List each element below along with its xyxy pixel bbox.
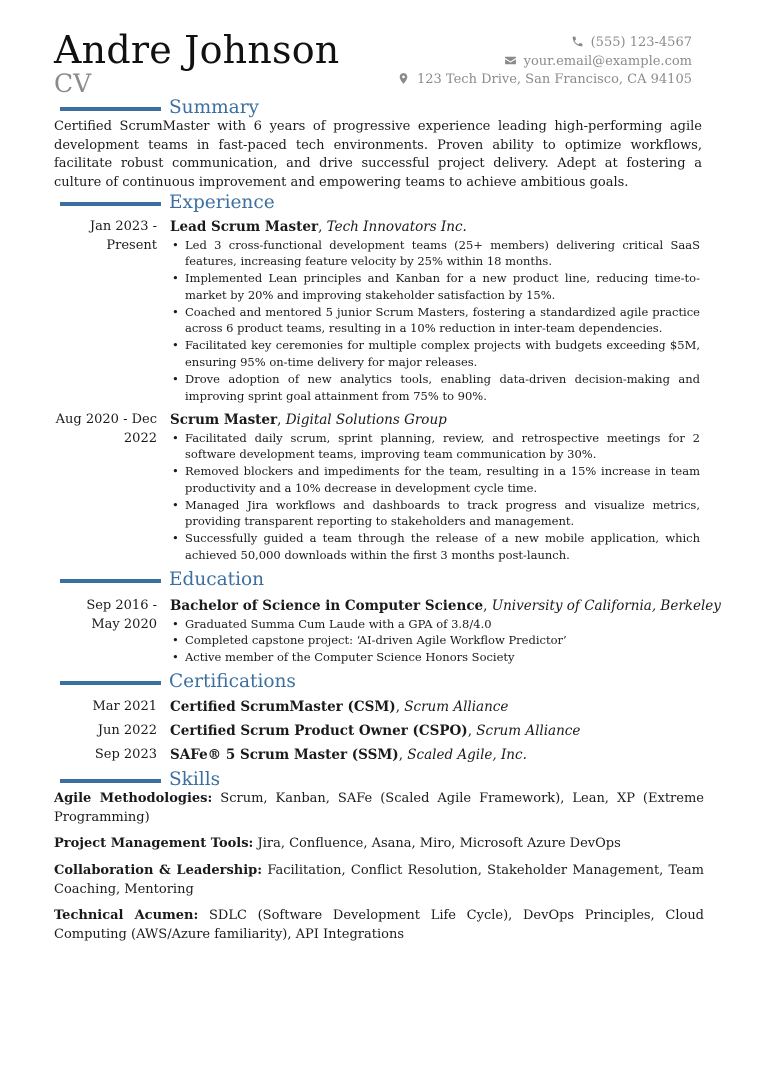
entry-dates: Sep 2016 - May 2020 xyxy=(86,598,157,632)
list-item: • Managed Jira workflows and dashboards to track progress and visualize metrics, providing transparent reporting to stakeholders and management. xyxy=(170,497,700,531)
skill-values: SDLC (Software Development Life Cycle), DevOps Principles, Cloud Computing (AWS/Azure familiarity), API Integrations xyxy=(54,908,705,942)
certification-item xyxy=(54,697,714,717)
skill-label: Technical Acumen: xyxy=(54,908,199,923)
entry-heading: Bachelor of Science in Computer Science, University of California, Berkeley xyxy=(170,598,721,614)
list-item: • Removed blockers and impediments for the team, resulting in a 15% increase in team productivity and a 10% decrease in development cycle time. xyxy=(170,463,700,497)
contact-email[interactable] xyxy=(397,53,692,72)
entry-heading: Scrum Master, Digital Solutions Group xyxy=(170,412,447,428)
education-details-list xyxy=(170,616,700,666)
entry-dates: Aug 2020 - Dec 2022 xyxy=(55,412,157,446)
contact-address xyxy=(397,71,692,90)
institution: University of California, Berkeley xyxy=(491,598,721,614)
list-item: • Facilitated key ceremonies for multiple complex projects with budgets exceeding $5M, ensuring 95% on-time delivery for major releases. xyxy=(170,337,700,371)
section-title: Skills xyxy=(169,769,221,790)
contact-phone[interactable] xyxy=(397,34,692,53)
job-title: Scrum Master xyxy=(170,412,278,428)
address-text: 123 Tech Drive, San Francisco, CA 94105 xyxy=(416,72,692,87)
section-rule xyxy=(60,579,161,583)
skill-values: Scrum, Kanban, SAFe (Scaled Agile Framework), Lean, XP (Extreme Programming) xyxy=(54,791,704,825)
cert-title: SAFe® 5 Scrum Master (SSM) xyxy=(170,747,399,763)
candidate-name: Andre Johnson xyxy=(54,28,340,72)
cert-text: Certified ScrumMaster (CSM), Scrum Alliance xyxy=(170,699,509,715)
cert-issuer: Scrum Alliance xyxy=(476,723,581,739)
section-rule xyxy=(60,202,161,206)
skill-label: Collaboration & Leadership: xyxy=(54,863,263,878)
cert-date: Sep 2023 xyxy=(94,747,157,762)
entry-heading: Lead Scrum Master, Tech Innovators Inc. xyxy=(170,219,467,235)
cert-title: Certified Scrum Product Owner (CSPO) xyxy=(170,723,468,739)
phone-icon xyxy=(571,35,584,48)
achievement-list xyxy=(170,237,700,405)
entry-body xyxy=(170,218,700,404)
employer: Digital Solutions Group xyxy=(285,412,447,428)
employer: Tech Innovators Inc. xyxy=(326,219,467,235)
entry-body xyxy=(170,597,721,666)
degree-title: Bachelor of Science in Computer Science xyxy=(170,598,484,614)
cert-text: SAFe® 5 Scrum Master (SSM), Scaled Agile, Inc. xyxy=(170,747,527,763)
cert-date: Jun 2022 xyxy=(97,723,157,738)
list-item: • Implemented Lean principles and Kanban for a new product line, reducing time-to-market by 20% and improving stakeholder satisfaction by 15%. xyxy=(170,270,700,304)
section-title: Certifications xyxy=(169,671,296,692)
skill-label: Agile Methodologies: xyxy=(54,791,213,806)
entry-body xyxy=(170,411,700,564)
achievement-list xyxy=(170,430,700,564)
cert-date: Mar 2021 xyxy=(92,699,157,714)
section-title: Education xyxy=(169,569,265,590)
list-item: • Drove adoption of new analytics tools, enabling data-driven decision-making and improving sprint goal attainment from 75% to 90%. xyxy=(170,371,700,405)
list-item: • Successfully guided a team through the release of a new mobile application, which achieved 50,000 downloads within the first 3 months post-launch. xyxy=(170,530,700,564)
section-title: Experience xyxy=(169,192,275,213)
summary-text: Certified ScrumMaster with 6 years of progressive experience leading high-performing agile development teams in fast-paced tech environments. Proven ability to optimize workflows, facilitate robust communication, and drive successful project delivery. Adept at fostering a culture of continuous improvement and empowering teams to achieve ambitious goals. xyxy=(54,119,702,190)
section-title: Summary xyxy=(169,97,259,118)
list-item: • Facilitated daily scrum, sprint planning, review, and retrospective meetings for 2 software development teams, improving team communication by 30%. xyxy=(170,430,700,464)
skill-group xyxy=(54,790,704,827)
contact-block xyxy=(397,34,692,90)
list-item: • Coached and mentored 5 junior Scrum Masters, fostering a standardized agile practice across 6 product teams, resulting in a 10% reduction in inter-team dependencies. xyxy=(170,304,700,338)
skill-group xyxy=(54,835,704,854)
list-item: • Led 3 cross-functional development teams (25+ members) delivering critical SaaS features, increasing feature velocity by 25% within 18 months. xyxy=(170,237,700,271)
envelope-icon xyxy=(504,54,517,67)
section-rule xyxy=(60,107,161,111)
skill-group xyxy=(54,907,704,944)
cert-issuer: Scrum Alliance xyxy=(404,699,509,715)
job-title: Lead Scrum Master xyxy=(170,219,319,235)
section-rule xyxy=(60,779,161,783)
skill-group xyxy=(54,862,704,899)
cert-text: Certified Scrum Product Owner (CSPO), Scrum Alliance xyxy=(170,723,581,739)
phone-text: (555) 123-4567 xyxy=(590,35,692,50)
certification-item xyxy=(54,745,714,765)
skill-label: Project Management Tools: xyxy=(54,836,254,851)
list-item: • Active member of the Computer Science Honors Society xyxy=(170,649,700,666)
document-subtitle: CV xyxy=(54,69,92,98)
email-text: your.email@example.com xyxy=(523,53,692,69)
skill-values: Jira, Confluence, Asana, Miro, Microsoft Azure DevOps xyxy=(257,836,621,851)
cert-title: Certified ScrumMaster (CSM) xyxy=(170,699,396,715)
skill-values: Facilitation, Conflict Resolution, Stakeholder Management, Team Coaching, Mentoring xyxy=(54,863,704,897)
map-marker-icon xyxy=(397,72,410,85)
certification-item xyxy=(54,721,714,741)
list-item: • Completed capstone project: ‘AI-driven Agile Workflow Predictor’ xyxy=(170,632,700,649)
list-item: • Graduated Summa Cum Laude with a GPA of 3.8/4.0 xyxy=(170,616,700,633)
section-rule xyxy=(60,681,161,685)
cert-issuer: Scaled Agile, Inc. xyxy=(407,747,527,763)
entry-dates: Jan 2023 - Present xyxy=(89,219,157,253)
